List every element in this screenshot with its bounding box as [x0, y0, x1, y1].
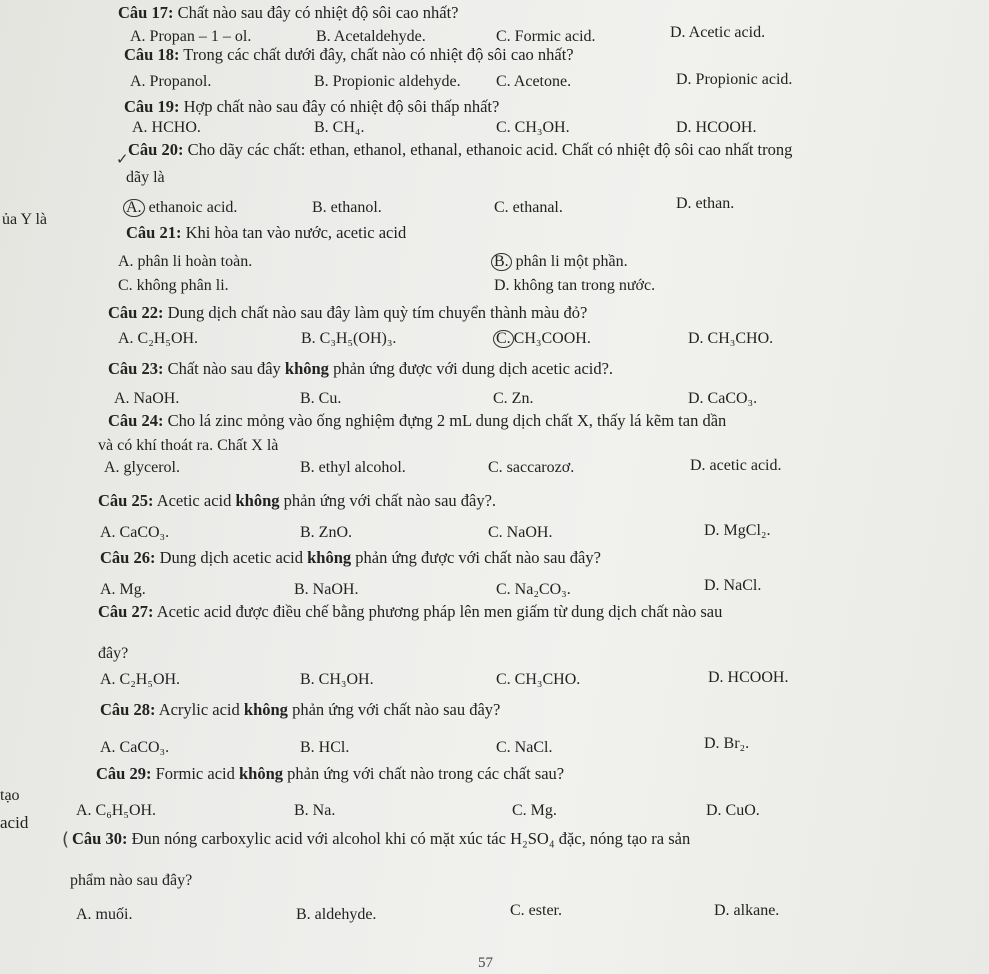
q29-option-c: C. Mg.: [512, 802, 557, 819]
q17-option-c: C. Formic acid.: [496, 28, 596, 45]
q23-option-c: C. Zn.: [493, 390, 534, 407]
question-17: Câu 17: Chất nào sau đây có nhiệt độ sôi cao nhất?: [118, 3, 459, 22]
q21-option-a: A. phân li hoàn toàn.: [118, 253, 253, 270]
q30-option-d: D. alkane.: [714, 902, 780, 919]
q29-option-a: A. C₆H₅OH.: [76, 802, 157, 819]
q22-option-d: D. CH₃CHO.: [688, 330, 774, 347]
q23-option-b: B. Cu.: [300, 390, 342, 407]
question-28: Câu 28: Acrylic acid không phản ứng với chất nào sau đây?: [100, 700, 501, 719]
question-21: Câu 21: Khi hòa tan vào nước, acetic acid: [126, 223, 407, 242]
q24-option-b: B. ethyl alcohol.: [300, 459, 406, 476]
q20-option-b: B. ethanol.: [312, 199, 382, 216]
q22-option-c: C. CH₃COOH.: [496, 329, 591, 349]
q28-option-b: B. HCl.: [300, 739, 350, 756]
q19-option-b: B. CH₄.: [314, 119, 365, 136]
q18-option-b: B. Propionic aldehyde.: [314, 73, 461, 90]
question-27: Câu 27: Acetic acid được điều chế bằng phương pháp lên men giấm từ dung dịch chất nào sau: [98, 602, 723, 621]
question-19: Câu 19: Hợp chất nào sau đây có nhiệt độ sôi thấp nhất?: [124, 97, 500, 116]
q19-option-c: C. CH₃OH.: [496, 119, 570, 136]
q26-option-a: A. Mg.: [100, 581, 146, 598]
page-number: 57: [478, 955, 493, 971]
question-18: Câu 18: Trong các chất dưới đây, chất nào có nhiệt độ sôi cao nhất?: [124, 45, 574, 64]
q21-option-d: D. không tan trong nước.: [494, 277, 656, 294]
q21-option-b: B. phân li một phần.: [494, 252, 628, 272]
q29-option-d: D. CuO.: [706, 802, 760, 819]
question-22: Câu 22: Dung dịch chất nào sau đây làm quỳ tím chuyển thành màu đỏ?: [108, 303, 588, 322]
q25-option-b: B. ZnO.: [300, 524, 352, 541]
q21-option-c: C. không phân li.: [118, 277, 229, 294]
q29-option-b: B. Na.: [294, 802, 336, 819]
question-26: Câu 26: Dung dịch acetic acid không phản ứng được với chất nào sau đây?: [100, 548, 601, 567]
q23-option-d: D. CaCO₃.: [688, 390, 758, 407]
question-24-continued: và có khí thoát ra. Chất X là: [98, 437, 279, 454]
q26-option-d: D. NaCl.: [704, 577, 762, 594]
q20-option-d: D. ethan.: [676, 195, 735, 212]
question-20-continued: dãy là: [126, 169, 165, 186]
q25-option-c: C. NaOH.: [488, 524, 553, 541]
margin-fragment-acid: acid: [0, 813, 29, 832]
q26-option-b: B. NaOH.: [294, 581, 359, 598]
question-23: Câu 23: Chất nào sau đây không phản ứng được với dung dịch acetic acid?.: [108, 359, 614, 378]
question-29: Câu 29: Formic acid không phản ứng với chất nào trong các chất sau?: [96, 764, 565, 783]
q17-option-d: D. Acetic acid.: [670, 24, 766, 41]
margin-fragment-y: ủa Y là: [2, 211, 48, 228]
q20-option-c: C. ethanal.: [494, 199, 563, 216]
q19-option-d: D. HCOOH.: [676, 119, 757, 136]
q18-option-c: C. Acetone.: [496, 73, 572, 90]
margin-fragment-tao: tạo: [0, 787, 20, 804]
question-24: Câu 24: Cho lá zinc mỏng vào ống nghiệm đựng 2 mL dung dịch chất X, thấy lá kẽm tan dần: [108, 411, 727, 430]
q28-option-c: C. NaCl.: [496, 739, 553, 756]
question-27-continued: đây?: [98, 645, 129, 662]
q26-option-c: C. Na₂CO₃.: [496, 581, 571, 598]
q18-option-a: A. Propanol.: [130, 73, 212, 90]
q23-option-a: A. NaOH.: [114, 390, 180, 407]
q27-option-b: B. CH₃OH.: [300, 671, 374, 688]
q25-option-d: D. MgCl₂.: [704, 522, 771, 539]
q27-option-c: C. CH₃CHO.: [496, 671, 581, 688]
q28-option-d: D. Br₂.: [704, 735, 750, 752]
q24-option-a: A. glycerol.: [104, 459, 180, 476]
handwritten-check-mark: ✓: [116, 150, 129, 168]
question-30-continued: phẩm nào sau đây?: [70, 872, 193, 889]
question-30: Câu 30: Đun nóng carboxylic acid với alcohol khi có mặt xúc tác H₂SO₄ đặc, nóng tạo ra sản: [72, 829, 691, 848]
question-20: Câu 20: Cho dãy các chất: ethan, ethanol, ethanal, ethanoic acid. Chất có nhiệt độ sôi cao nhất trong: [128, 140, 793, 159]
q19-option-a: A. HCHO.: [132, 119, 201, 136]
q18-option-d: D. Propionic acid.: [676, 71, 793, 88]
q30-option-c: C. ester.: [510, 902, 562, 919]
q22-option-b: B. C₃H₅(OH)₃.: [301, 330, 397, 347]
handwritten-bracket-mark: (: [62, 829, 70, 850]
question-25: Câu 25: Acetic acid không phản ứng với chất nào sau đây?.: [98, 491, 497, 510]
q28-option-a: A. CaCO₃.: [100, 739, 170, 756]
q22-option-a: A. C₂H₅OH.: [118, 330, 199, 347]
q17-option-a: A. Propan – 1 – ol.: [130, 28, 252, 45]
q24-option-c: C. saccarozơ.: [488, 459, 575, 476]
q27-option-d: D. HCOOH.: [708, 669, 789, 686]
q17-option-b: B. Acetaldehyde.: [316, 28, 426, 45]
q27-option-a: A. C₂H₅OH.: [100, 671, 181, 688]
q30-option-a: A. muối.: [76, 906, 133, 923]
q30-option-b: B. aldehyde.: [296, 906, 377, 923]
q25-option-a: A. CaCO₃.: [100, 524, 170, 541]
q20-option-a: A. ethanoic acid.: [126, 198, 237, 218]
q24-option-d: D. acetic acid.: [690, 457, 782, 474]
